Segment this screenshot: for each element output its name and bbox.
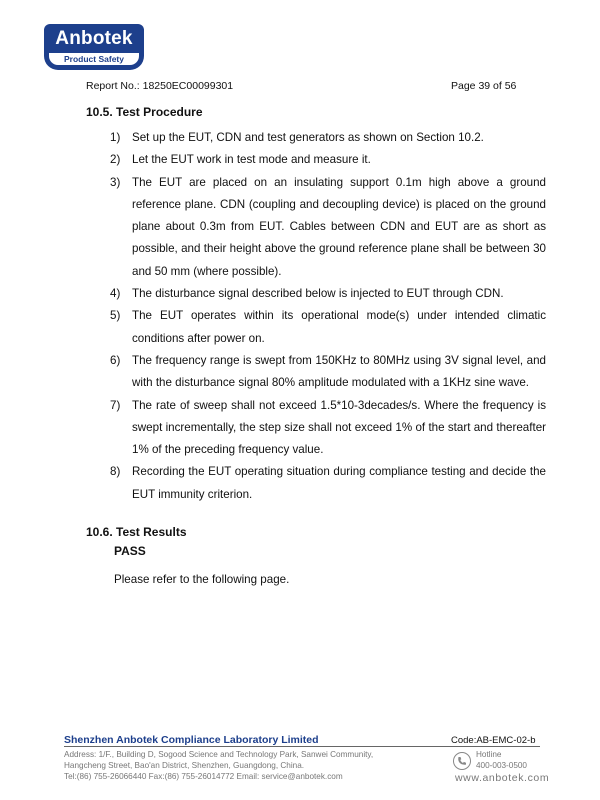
hotline-label: Hotline: [476, 750, 502, 759]
procedure-step: [110, 395, 546, 462]
step-number: 5): [110, 309, 121, 323]
step-text: Let the EUT work in test mode and measure it.: [132, 153, 371, 167]
document-code: Code:AB-EMC-02-b: [451, 735, 536, 746]
procedure-step: [110, 350, 546, 395]
step-text: The frequency range is swept from 150KHz to 80MHz using 3V signal level, and with the disturbance signal 80% amplitude modulated with a 1KHz sine wave.: [132, 353, 546, 390]
footer-address-line-1: Address: 1/F., Building D, Sogood Science and Technology Park, Sanwei Community,: [64, 750, 374, 759]
report-number: Report No.: 18250EC00099301: [86, 80, 234, 92]
company-logo: [44, 24, 144, 70]
procedure-steps: [110, 127, 546, 506]
step-text: Set up the EUT, CDN and test generators as shown on Section 10.2.: [132, 131, 484, 144]
procedure-step: [110, 283, 546, 305]
step-number: 3): [110, 175, 121, 189]
step-number: 8): [110, 465, 121, 479]
website-link[interactable]: www.anbotek.com: [455, 772, 550, 784]
hotline-number: 400-003-0500: [476, 761, 527, 770]
footer-contact-line: Tel:(86) 755-26066440 Fax:(86) 755-26014772 Email: service@anbotek.com: [64, 772, 343, 781]
page-number: Page 39 of 56: [451, 80, 517, 92]
section-title-test-procedure: 10.5. Test Procedure: [86, 105, 203, 119]
step-number: 4): [110, 287, 121, 301]
footer-address-line-2: Hangcheng Street, Bao'an District, Shenzhen, Guangdong, China.: [64, 761, 305, 770]
step-text: The EUT are placed on an insulating support 0.1m high above a ground reference plane. CDN (coupling and decoupling device) is placed on the ground plane about 0.3m from EUT. Cables between CDN and EUT are as short as possible, and their height above the ground reference plane shall be between 30 and 50 mm (where possible).: [132, 175, 546, 278]
logo-tagline: Product Safety: [49, 53, 139, 65]
results-note: Please refer to the following page.: [114, 573, 290, 586]
step-text: The EUT operates within its operational mode(s) under intended climatic conditions after power on.: [132, 309, 546, 345]
procedure-step: [110, 305, 546, 350]
footer-divider: [64, 746, 540, 747]
phone-icon: [452, 751, 472, 771]
step-number: 6): [110, 353, 121, 367]
step-number: 2): [110, 153, 121, 167]
procedure-step: [110, 149, 546, 171]
logo-name: Anbotek: [55, 28, 133, 49]
procedure-step: [110, 461, 546, 506]
step-text: The rate of sweep shall not exceed 1.5*10-3decades/s. Where the frequency is swept incrementally, the step size shall not exceed 1% of the start and thereafter 1% of the preceding frequency value.: [132, 398, 546, 457]
procedure-step: [110, 127, 546, 149]
footer-company-name: Shenzhen Anbotek Compliance Laboratory Limited: [64, 734, 319, 746]
procedure-step: [110, 172, 546, 283]
test-result-value: PASS: [114, 544, 146, 558]
step-text: Recording the EUT operating situation during compliance testing and decide the EUT immunity criterion.: [132, 465, 546, 501]
step-number: 1): [110, 131, 121, 144]
section-title-test-results: 10.6. Test Results: [86, 525, 187, 539]
step-number: 7): [110, 398, 121, 412]
step-text: The disturbance signal described below is injected to EUT through CDN.: [132, 287, 504, 301]
